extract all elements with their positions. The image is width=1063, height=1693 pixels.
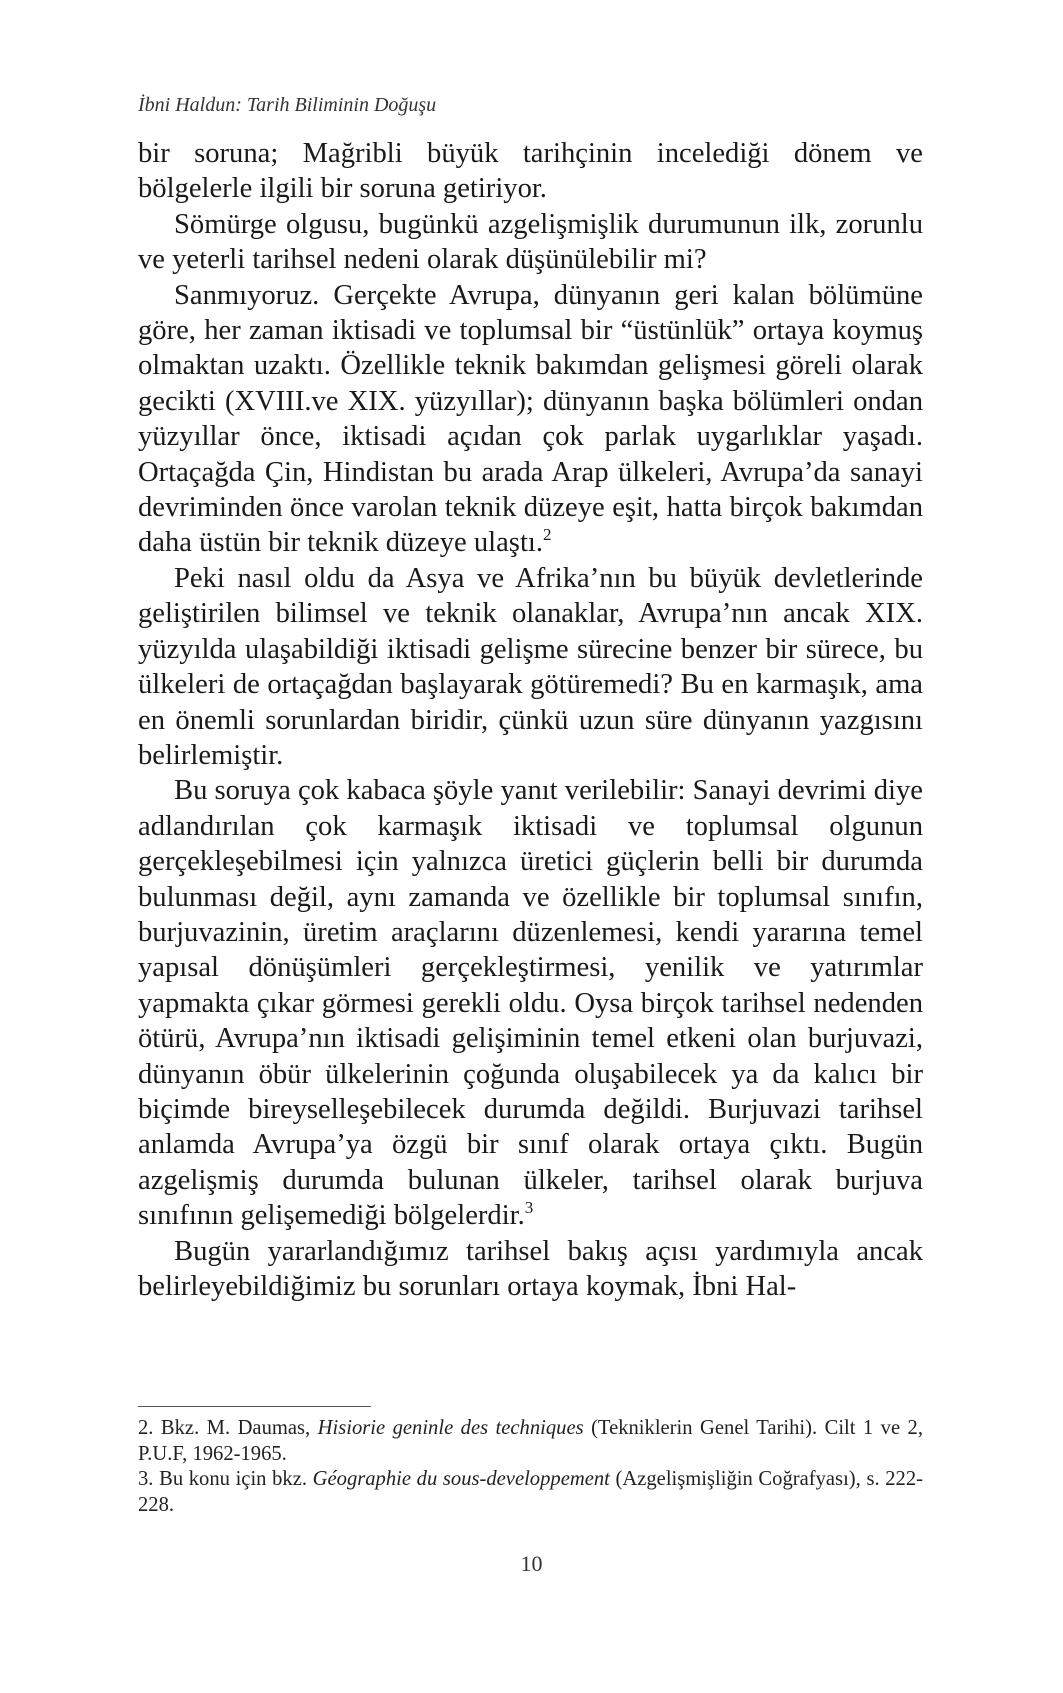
- footnote-rest: (Azgelişmişliğin Coğrafyası), s. 222-228.: [138, 1468, 923, 1516]
- paragraph: [138, 561, 923, 773]
- footnote-divider: [138, 1406, 371, 1407]
- paragraph-text: Sanmıyoruz. Gerçekte Avrupa, dünyanın geri kalan bölümüne göre, her zaman iktisadi ve toplumsal bir “üstünlük” ortaya koymuş olmaktan uzaktı. Özellikle teknik bakımdan gelişmesi göreli olarak gecikti (XVIII.ve XIX. yüzyıllar); dünyanın başka bölümleri ondan yüzyıllar önce, iktisadi açıdan çok parlak uygarlıklar yaşadı. Ortaçağda Çin, Hindistan bu arada Arap ülkeleri, Avrupa’da sanayi devriminden önce varolan teknik düzeye eşit, hatta birçok bakımdan daha üstün bir teknik düzeye ulaştı.: [138, 279, 923, 559]
- footnote-ref: 3: [524, 1198, 534, 1218]
- paragraph: [138, 1234, 923, 1305]
- paragraph-text: Sömürge olgusu, bugünkü azgelişmişlik durumunun ilk, zorunlu ve yeterli tarihsel nedeni olarak düşünülebilir mi?: [138, 208, 923, 276]
- paragraph: [138, 136, 923, 207]
- footnote-lead: 2. Bkz. M. Daumas,: [138, 1417, 318, 1439]
- footnotes: [138, 1416, 923, 1518]
- paragraph: [138, 207, 923, 278]
- page-number: 10: [520, 1551, 543, 1576]
- footnote-lead: 3. Bu konu için bkz.: [138, 1468, 313, 1490]
- footnote-rest: (Tekniklerin Genel Tarihi). Cilt 1 ve 2, P.U.F, 1962-1965.: [138, 1417, 923, 1465]
- paragraph-text: Peki nasıl oldu da Asya ve Afrika’nın bu büyük devletlerinde geliştirilen bilimsel ve teknik olanaklar, Avrupa’nın ancak XIX. yüzyılda ulaşabildiği iktisadi gelişme sürecine benzer bir sürece, bu ülkeleri de ortaçağdan başlayarak götüremedi? Bu en karmaşık, ama en önemli sorunlardan biridir, çünkü uzun süre dünyanın yazgısını belirlemiştir.: [138, 562, 923, 771]
- paragraph-text: Bu soruya çok kabaca şöyle yanıt verilebilir: Sanayi devrimi diye adlandırılan çok karmaşık iktisadi ve toplumsal olgunun gerçekleşebilmesi için yalnızca üretici güçlerin belli bir durumda bulunması değil, aynı zamanda ve özellikle bir toplumsal sınıfın, burjuvazinin, üretim araçlarını düzenlemesi, kendi yararına temel yapısal dönüşümleri gerçekleştirmesi, yenilik ve yatırımlar yapmakta çıkar görmesi gerekli oldu. Oysa birçok tarihsel nedenden ötürü, Avrupa’nın iktisadi gelişiminin temel etkeni olan burjuvazi, dünyanın öbür ülkelerinin çoğunda oluşabilecek ya da kalıcı bir biçimde bireyselleşebilecek durumda değildi. Burjuvazi tarihsel anlamda Avrupa’ya özgü bir sınıf olarak ortaya çıktı. Bugün azgelişmiş durumda bulunan ülkeler, tarihsel olarak burjuva sınıfının gelişemediği bölgelerdir.: [138, 775, 923, 1232]
- footnote: [138, 1416, 923, 1467]
- running-header: İbni Haldun: Tarih Biliminin Doğuşu: [138, 94, 437, 116]
- footnote-title: Géographie du sous-developpement: [312, 1468, 610, 1490]
- paragraph-text: bir soruna; Mağribli büyük tarihçinin incelediği dönem ve bölgelerle ilgili bir soruna getiriyor.: [138, 138, 923, 205]
- footnote: [138, 1467, 923, 1518]
- main-text: [138, 136, 923, 1304]
- paragraph-text: Bugün yararlandığımız tarihsel bakış açısı yardımıyla ancak belirleyebildiğimiz bu sorunları ortaya koymak, İbni Hal-: [138, 1235, 923, 1302]
- footnote-title: Hisiorie geninle des techniques: [317, 1417, 584, 1439]
- paragraph: [138, 278, 923, 561]
- footnote-ref: 2: [542, 525, 552, 545]
- paragraph: [138, 773, 923, 1233]
